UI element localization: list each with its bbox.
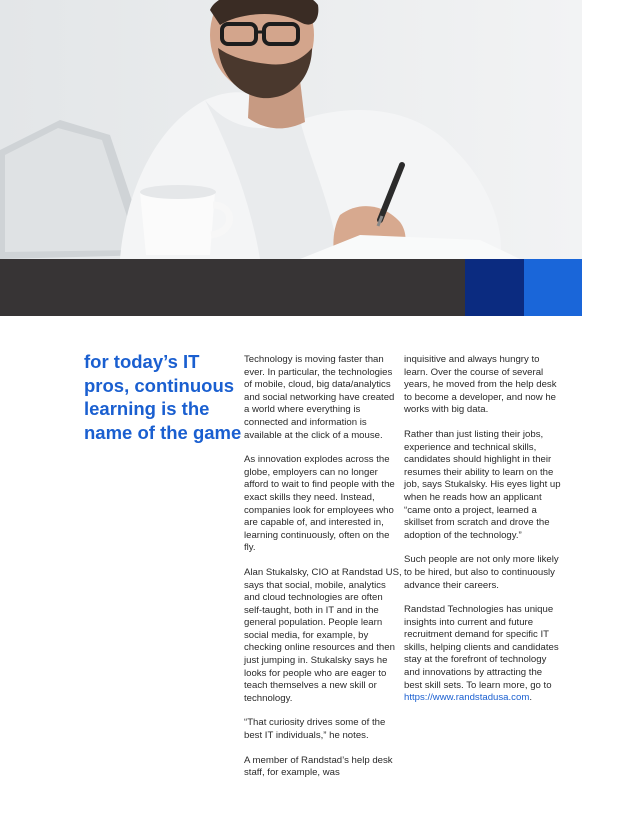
article-column-1	[244, 354, 402, 792]
article-column-2	[404, 354, 562, 717]
hero-illustration	[0, 0, 582, 259]
color-band-navy	[465, 259, 524, 316]
paragraph: A member of Randstad’s help desk staff, for example, was	[244, 754, 393, 779]
color-band-dark	[0, 259, 465, 316]
paragraph: Rather than just listing their jobs, experience and technical skills, candidates should highlight in their resumes their ability to learn on the job, says Stukalsky. His eyes light up when he reads how an applicant “came onto a project, learned a skillset from scratch and drove the adoption of the technology.”	[404, 428, 561, 541]
paragraph: As innovation explodes across the globe, employers can no longer afford to wait to find people with the exact skills they need. Instead, companies look for employees who are capable of, and interested in, learning continuously, often on the fly.	[244, 454, 395, 554]
paragraph-end: .	[529, 692, 532, 704]
paragraph	[404, 604, 562, 705]
hero-photo	[0, 0, 582, 259]
color-band-blue	[524, 259, 582, 316]
paragraph: Such people are not only more likely to be hired, but also to continuously advance their careers.	[404, 554, 559, 591]
randstad-link[interactable]: https://www.randstadusa.com	[404, 692, 530, 704]
paragraph: inquisitive and always hungry to learn. Over the course of several years, he moved from the help desk to become a developer, and now he works with big data.	[404, 354, 557, 416]
paragraph-text: Randstad Technologies has unique insights into current and future recruitment demand for specific IT skills, helping clients and candidates stay at the forefront of technology and innovations by attracting the best skill sets. To learn more, go to	[404, 604, 559, 691]
paragraph: “That curiosity drives some of the best IT individuals,” he notes.	[244, 717, 386, 742]
headline: for today’s IT pros, continuous learning is the name of the game	[84, 351, 242, 443]
paragraph: Technology is moving faster than ever. In particular, the technologies of mobile, cloud, big data/analytics and social networking have created a world where everything is connected and information is available at the click of a mouse.	[244, 354, 395, 441]
paragraph: Alan Stukalsky, CIO at Randstad US, says that social, mobile, analytics and cloud technologies are often self-taught, both in IT and in the general population. People learn social media, for example, by checking online resources and then just jumping in. Stukalsky says he looks for people who are eager to teach themselves a new skill or technology.	[244, 566, 402, 704]
